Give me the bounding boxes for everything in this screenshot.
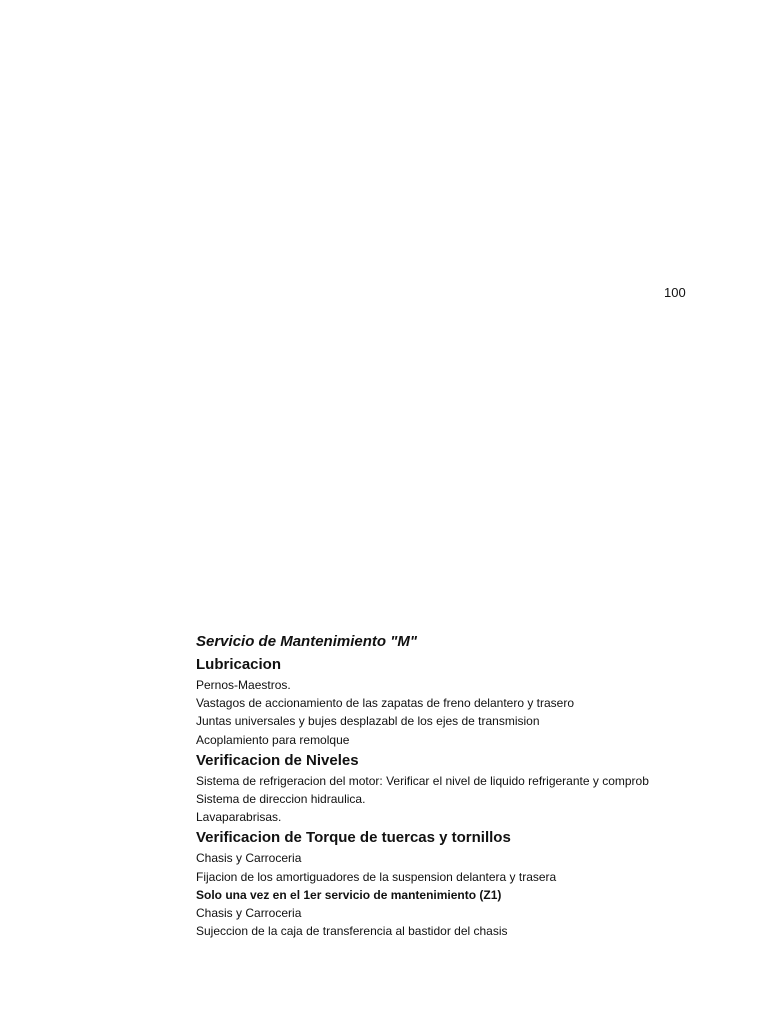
page-number: 100 [664,285,686,300]
list-item: Chasis y Carroceria [196,905,302,920]
list-item-note: Solo una vez en el 1er servicio de mantenimiento (Z1) [196,887,502,902]
list-item: Acoplamiento para remolque [196,732,350,747]
list-item: Lavaparabrisas. [196,810,282,825]
section-verificacion-niveles [196,750,690,827]
section-heading: Verificacion de Niveles [196,751,359,769]
list-item: Sujeccion de la caja de transferencia al bastidor del chasis [196,924,508,939]
list-item: Sistema de direccion hidraulica. [196,791,366,806]
list-item: Pernos-Maestros. [196,678,291,692]
section-heading: Verificacion de Torque de tuercas y tornillos [196,829,511,847]
document-title: Servicio de Mantenimiento "M" [196,633,417,650]
section-heading: Lubricacion [196,656,282,673]
document-content [196,631,690,940]
section-lubricacion [196,654,690,749]
list-item: Chasis y Carroceria [196,851,302,866]
list-item: Juntas universales y bujes desplazabl de los ejes de transmision [196,714,540,729]
section-verificacion-torque [196,827,690,940]
list-item: Sistema de refrigeracion del motor: Verificar el nivel de liquido refrigerante y comprob [196,773,649,788]
list-item: Fijacion de los amortiguadores de la suspension delantera y trasera [196,869,557,884]
list-item: Vastagos de accionamiento de las zapatas de freno delantero y trasero [196,696,575,711]
